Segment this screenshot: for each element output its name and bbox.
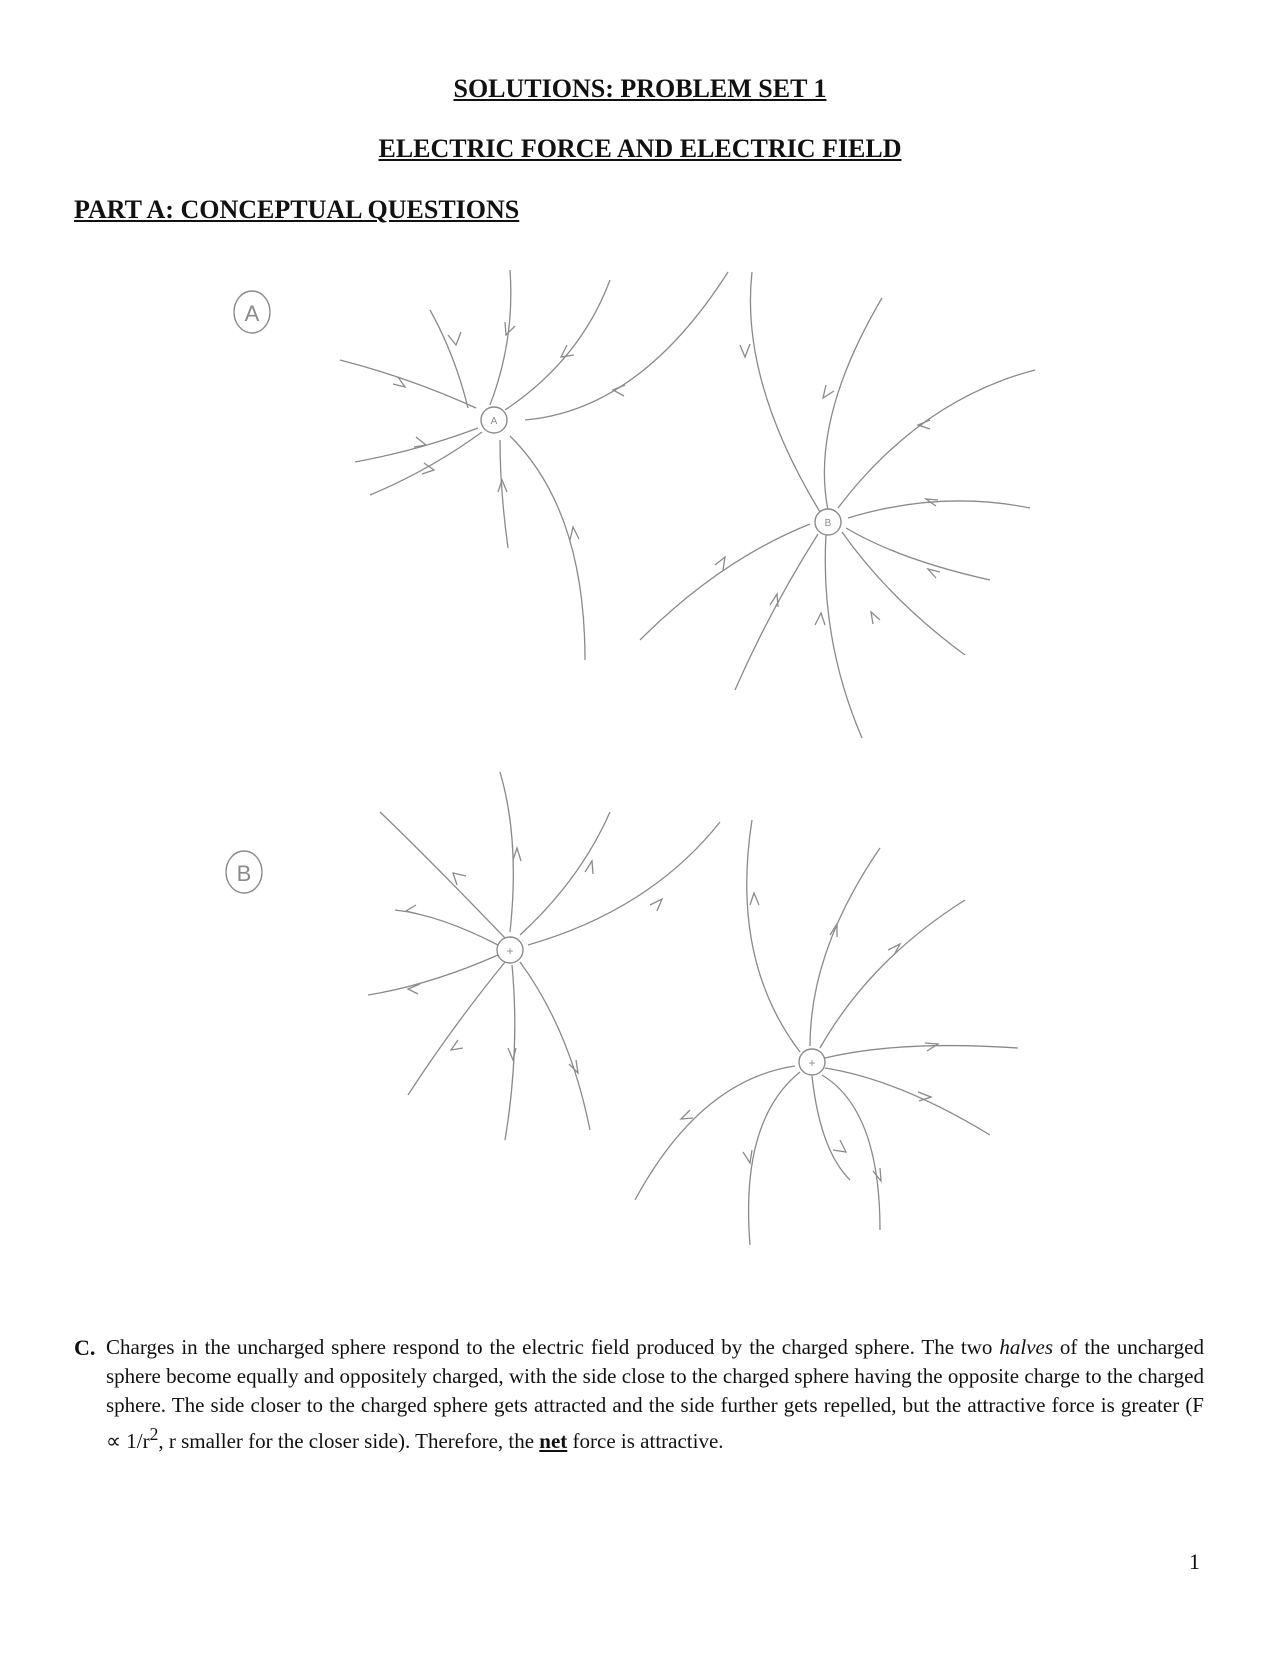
page-number: 1 [1189, 1549, 1200, 1574]
charge-d-field-lines [635, 820, 1018, 1245]
answer-text-part: force is attractive. [567, 1429, 724, 1453]
charge-a [481, 407, 507, 433]
figure-b-label-text: B [236, 861, 252, 886]
charge-a-mark: A [490, 416, 498, 427]
charge-a-field-lines [340, 270, 728, 660]
page-title: SOLUTIONS: PROBLEM SET 1 [453, 74, 827, 103]
answer-letter: C. [74, 1335, 96, 1360]
charge-c [497, 937, 523, 963]
figure-a-label [234, 291, 270, 333]
charge-d-mark: + [808, 1056, 816, 1070]
answer-c [74, 1333, 1204, 1456]
exponent: 2 [149, 1424, 159, 1444]
figure-b [226, 772, 1018, 1245]
figure-a [234, 270, 1035, 738]
answer-text-part: of the uncharged sphere become equally and oppositely charged, with the side close to the charged sphere having the opposite charge to the charged sphere. The side closer to the charged sphere gets attracted and the side further gets repelled, but the attractive force is greater (F ∝ 1/r [106, 1335, 1204, 1453]
charge-c-mark: + [506, 944, 514, 958]
page-subtitle: ELECTRIC FORCE AND ELECTRIC FIELD [378, 134, 902, 163]
charge-b-field-lines [640, 272, 1035, 738]
answer-text-part: , r smaller for the closer side). Therefore, the [158, 1429, 540, 1453]
charge-b-mark: B [824, 518, 832, 529]
answer-text-part: Charges in the uncharged sphere respond to the electric field produced by the charged sphere. The two [106, 1335, 1000, 1359]
section-heading: PART A: CONCEPTUAL QUESTIONS [74, 195, 520, 224]
figure-a-label-text: A [244, 301, 260, 326]
answer-text [106, 1333, 1204, 1456]
emphasis-halves: halves [999, 1335, 1054, 1359]
charge-c-field-lines [368, 772, 720, 1140]
charge-d [799, 1049, 825, 1075]
figure-b-label [226, 851, 262, 893]
emphasis-net: net [539, 1429, 568, 1453]
charge-b [815, 509, 841, 535]
